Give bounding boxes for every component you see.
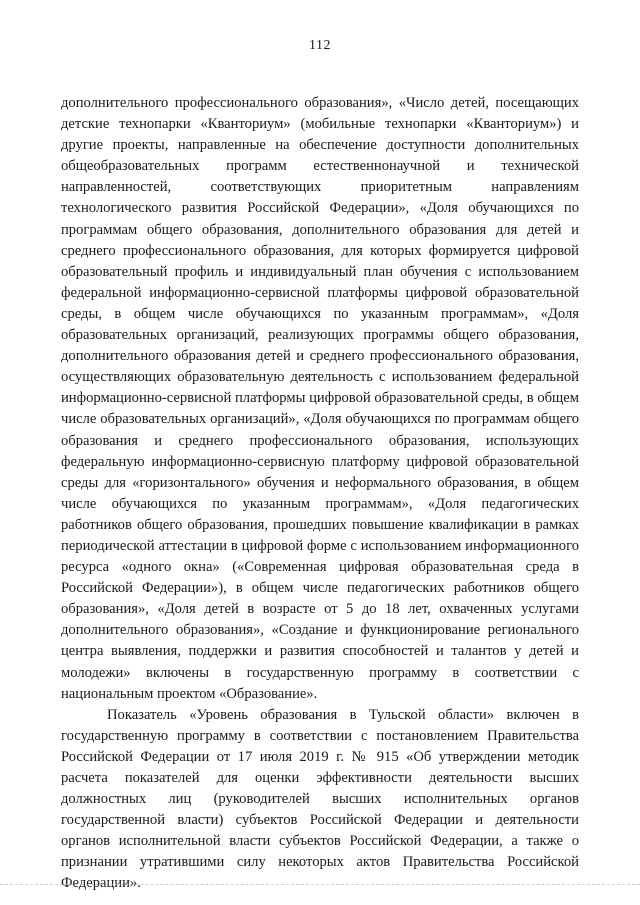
scan-artifact-line bbox=[0, 884, 640, 888]
paragraph-education-level-indicator: Показатель «Уровень образования в Тульской области» включен в государственную программу в соответствии с постановлением Правительства Российской Федерации от 17 июля 2019 г. № 915 «Об утверждении методик расчета показателей для оценки эффективности деятельности высших должностных лиц (руководителей высших исполнительных органов государственной власти) субъектов Российской Федерации и деятельности органов исполнительной власти субъектов Российской Федерации, а также о признании утратившими силу некоторых актов Правительства Российской Федерации». bbox=[61, 706, 579, 892]
page-number: 112 bbox=[309, 38, 331, 53]
paragraph-indicators-list: дополнительного профессионального образования», «Число детей, посещающих детские технопарки «Кванториум» (мобильные технопарки «Кванториум») и другие проекты, направленные на обеспечение доступности дополнительных общеобразовательных программ естественнонаучной и технической направленностей, соответствующих приоритетным направлениям технологического развития Российской Федерации», «Доля обучающихся по программам общего образования, дополнительного образования для детей и среднего профессионального образования, для которых формируется цифровой образовательный профиль и индивидуальный план обучения с использованием федеральной информационно-сервисной платформы цифровой образовательной среды, в общем числе обучающихся по указанным программам», «Доля образовательных организаций, реализующих программы общего образования, дополнительного образования детей и среднего профессионального образования, осуществляющих образовательную деятельность с использованием федеральной информационно-сервисной платформы цифровой образовательной среды, в общем числе образовательных организаций», «Доля обучающихся по программам общего образования и среднего профессионального образования, использующих федеральную информационно-сервисную платформу цифровой образовательной среды для «горизонтального» обучения и неформального образования, в общем числе обучающихся по указанным программам», «Доля педагогических работников общего образования, прошедших повышение квалификации в рамках периодической аттестации в цифровой форме с использованием информационного ресурса «одного окна» («Современная цифровая образовательная среда в Российской Федерации»), в общем числе педагогических работников общего образования», «Доля детей в возрасте от 5 до 18 лет, охваченных услугами дополнительного образования», «Создание и функционирование регионального центра выявления, поддержки и развития способностей и талантов у детей и молодежи» включены в государственную программу в соответствии с национальным проектом «Образование». bbox=[61, 95, 579, 702]
body-text bbox=[61, 93, 579, 895]
